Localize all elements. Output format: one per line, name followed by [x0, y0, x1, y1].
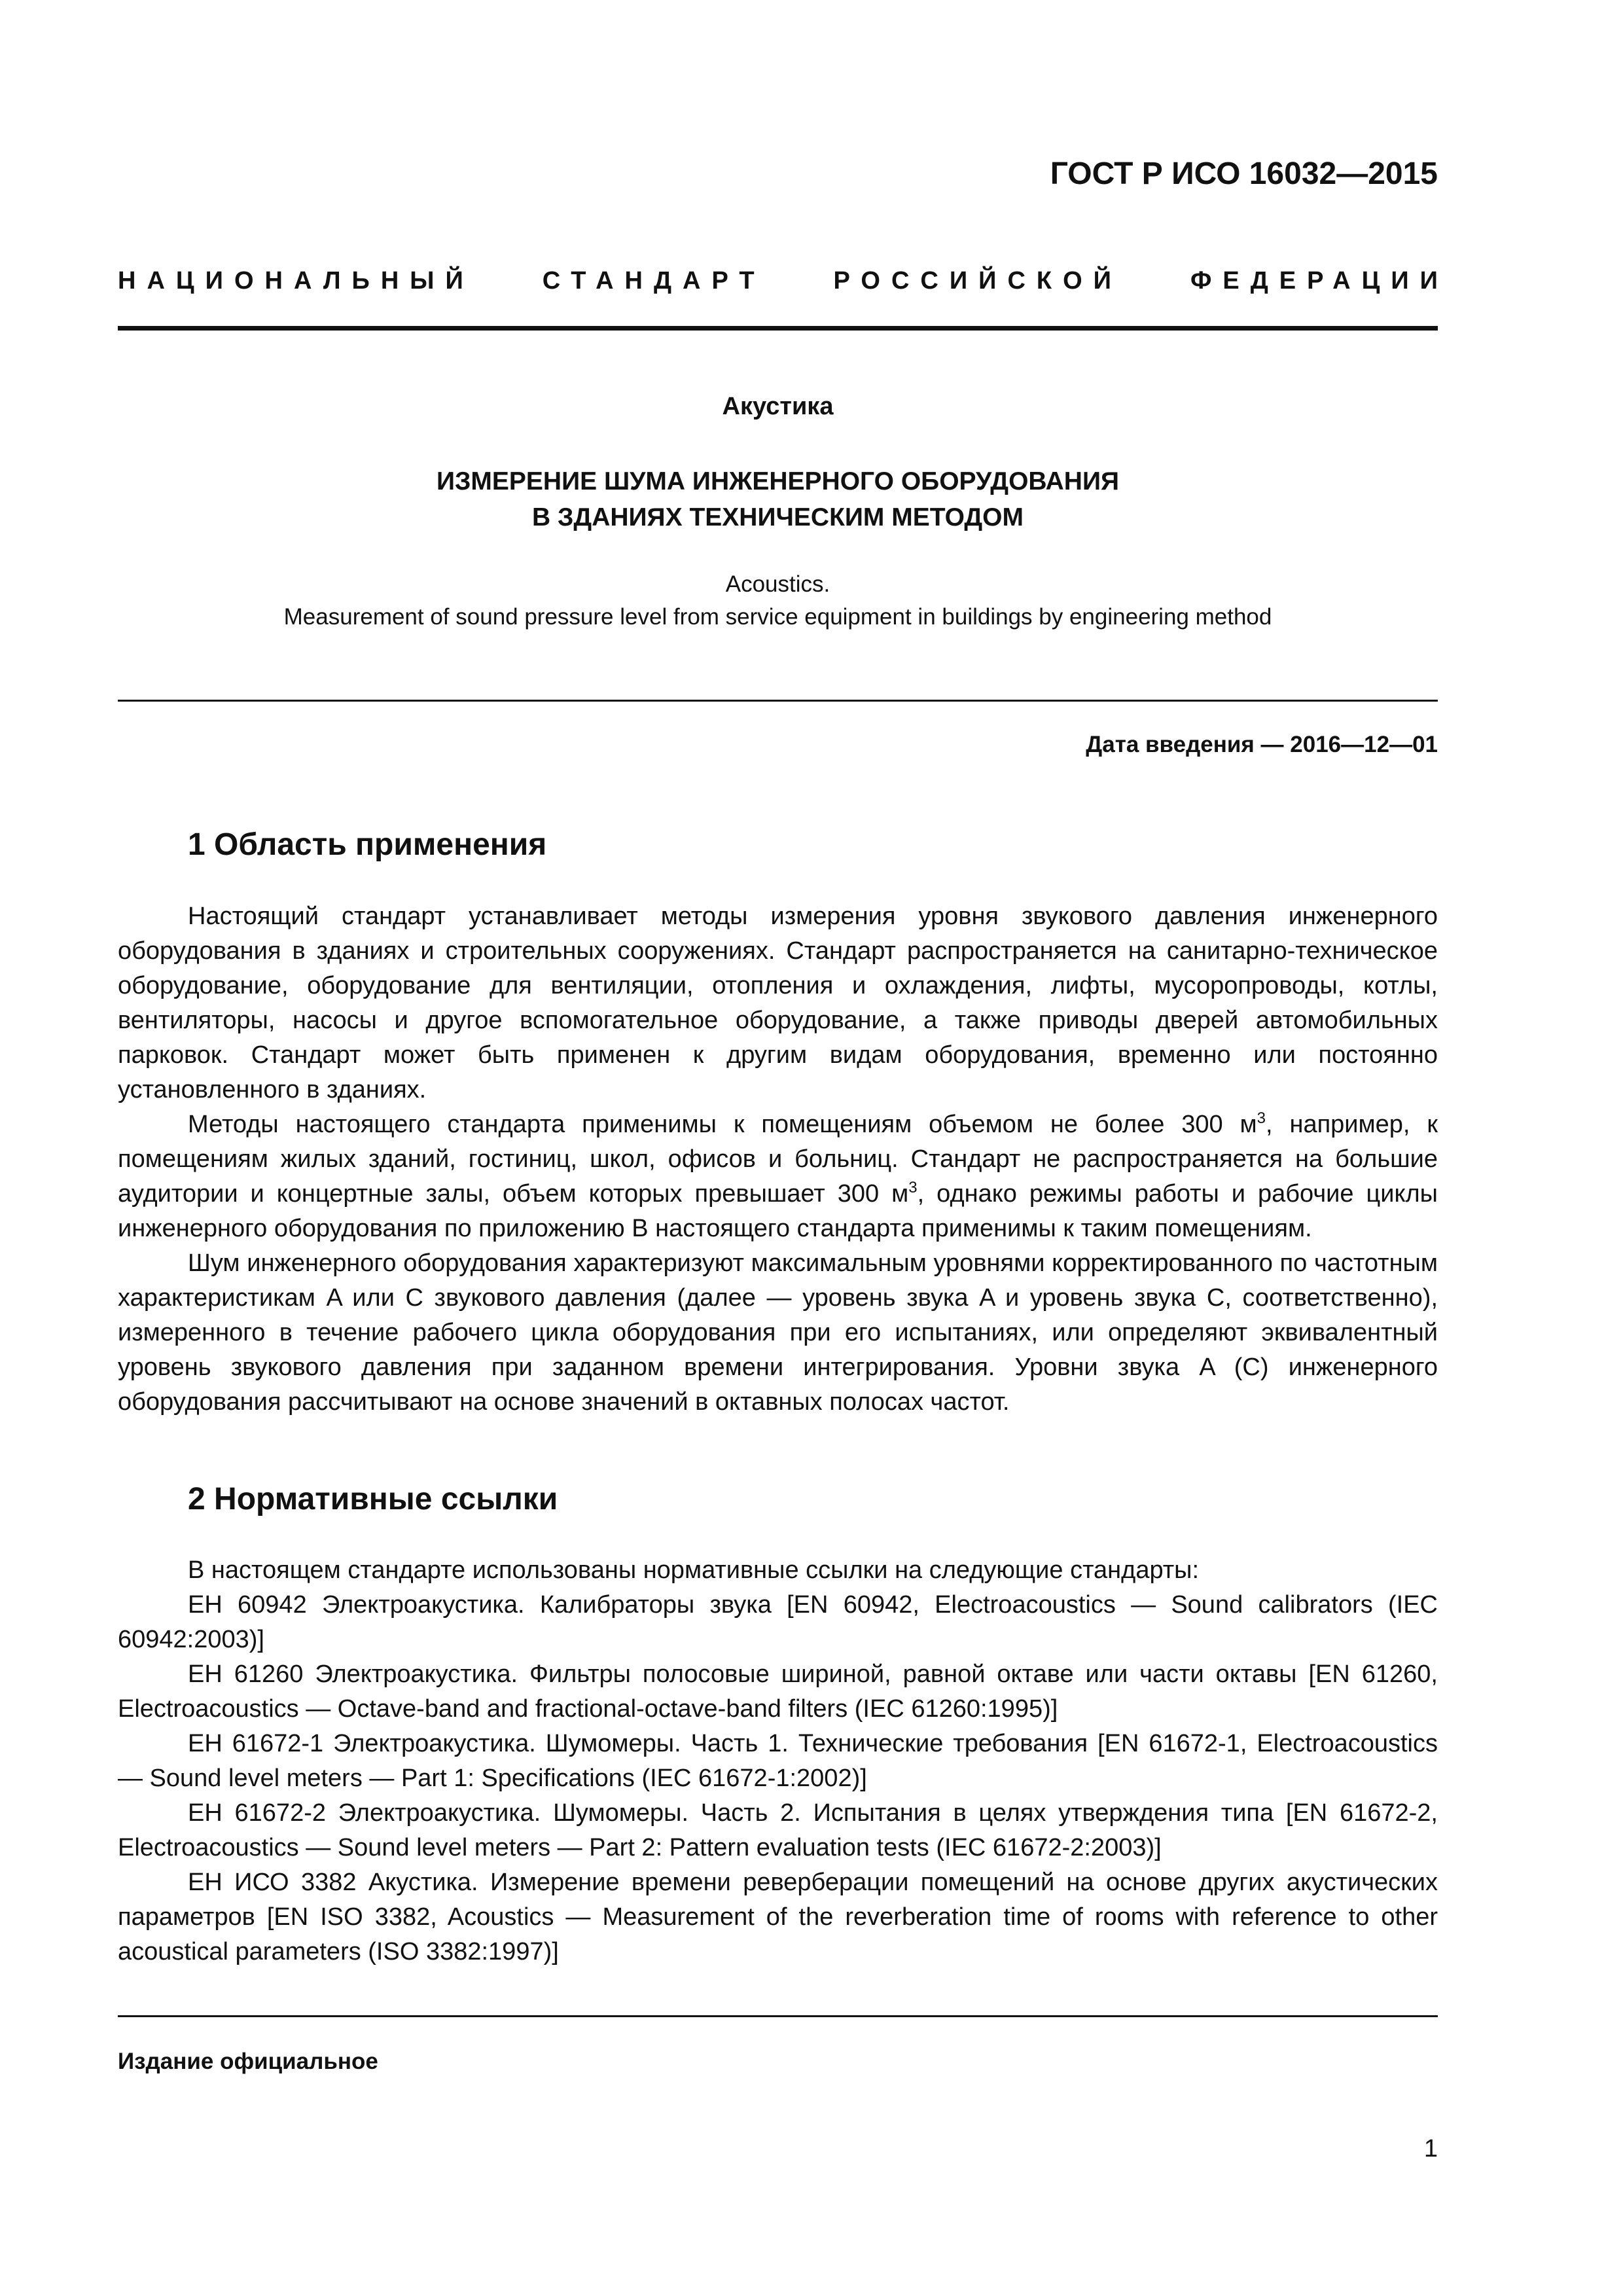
paragraph: Шум инженерного оборудования характеризуют максимальным уровнями корректированного по частотным характеристикам A или C звукового давления (далее — уровень звука A и уровень звука C, соответственно), измеренного в течение рабочего цикла оборудования при его испытаниях, или определяют эквивалентный уровень звукового давления при заданном времени интегрирования. Уровни звука A (C) инженерного оборудования рассчитывают на основе значений в октавных полосах частот.: [118, 1249, 1438, 1416]
document-title: [118, 463, 1438, 535]
banner-word: ФЕДЕРАЦИИ: [1190, 267, 1449, 295]
title-divider: [118, 700, 1438, 702]
page-number: 1: [1423, 2135, 1438, 2162]
reference-item: ЕН 61672-2 Электроакустика. Шумомеры. Часть 2. Испытания в целях утверждения типа [EN 61672-2, Electroacoustics — Sound level meters — Part 2: Pattern evaluation tests (IEC 61672-2:2003)]: [118, 1799, 1438, 1861]
introduction-date: Дата введения — 2016—12—01: [1086, 732, 1438, 757]
reference-item: ЕН ИСО 3382 Акустика. Измерение времени реверберации помещений на основе других акустических параметров [EN ISO 3382, Acoustics — Measurement of the reverberation time of rooms with reference to other acoustical parameters (ISO 3382:1997)]: [118, 1869, 1438, 1965]
paragraph: Методы настоящего стандарта применимы к помещениям объемом не более 300 $м^3$, например, к помещениям жилых зданий, гостиниц, школ, офисов и больниц. Стандарт не распространяется на большие аудитории и концертные залы, объем которых превышает 300 $м^3$, однако режимы работы и рабочие циклы инженерного оборудования по приложению В настоящего стандарта применимы к таким помещениям.: [118, 1109, 1438, 1242]
title-line: ИЗМЕРЕНИЕ ШУМА ИНЖЕНЕРНОГО ОБОРУДОВАНИЯ: [436, 467, 1120, 495]
section-heading-scope: 1 Область применения: [188, 827, 547, 862]
section-body-scope: [118, 899, 1438, 1420]
section-body-references: [118, 1553, 1438, 1969]
reference-item: ЕН 60942 Электроакустика. Калибраторы звука [EN 60942, Electroacoustics — Sound calibrators (IEC 60942:2003)]: [118, 1591, 1438, 1653]
subject-heading: Акустика: [722, 393, 834, 420]
reference-item: ЕН 61260 Электроакустика. Фильтры полосовые шириной, равной октаве или части октавы [EN 61260, Electroacoustics — Octave-band and fractional-octave-band filters (IEC 61260:1995)]: [118, 1660, 1438, 1723]
banner-word: СТАНДАРТ: [542, 267, 766, 295]
paragraph: Настоящий стандарт устанавливает методы измерения уровня звукового давления инженерного оборудования в зданиях и строительных сооружениях. Стандарт распространяется на санитарно-техническое оборудование, оборудование для вентиляции, отопления и охлаждения, лифты, мусоропроводы, котлы, вентиляторы, насосы и другое вспомогательное оборудование, а также приводы дверей автомобильных парковок. Стандарт может быть применен к другим видам оборудования, временно или постоянно установленного в зданиях.: [118, 903, 1438, 1103]
official-edition-label: Издание официальное: [118, 2049, 378, 2074]
reference-item: ЕН 61672-1 Электроакустика. Шумомеры. Часть 1. Технические требования [EN 61672-1, Electroacoustics — Sound level meters — Part 1: Specifications (IEC 61672-1:2002)]: [118, 1730, 1438, 1792]
section-heading-references: 2 Нормативные ссылки: [188, 1482, 558, 1516]
header-divider: [118, 326, 1438, 331]
english-title-line: Acoustics.: [725, 571, 830, 597]
footer-divider: [118, 2015, 1438, 2017]
english-title: [118, 568, 1438, 634]
english-title-line: Measurement of sound pressure level from service equipment in buildings by engineering method: [283, 604, 1272, 630]
document-code: ГОСТ Р ИСО 16032—2015: [1050, 156, 1438, 191]
banner-word: РОССИЙСКОЙ: [833, 267, 1122, 295]
banner-word: НАЦИОНАЛЬНЫЙ: [118, 267, 474, 295]
national-standard-banner: [118, 267, 1449, 295]
title-line: В ЗДАНИЯХ ТЕХНИЧЕСКИМ МЕТОДОМ: [531, 503, 1024, 531]
paragraph: В настоящем стандарте использованы нормативные ссылки на следующие стандарты:: [188, 1556, 1200, 1584]
